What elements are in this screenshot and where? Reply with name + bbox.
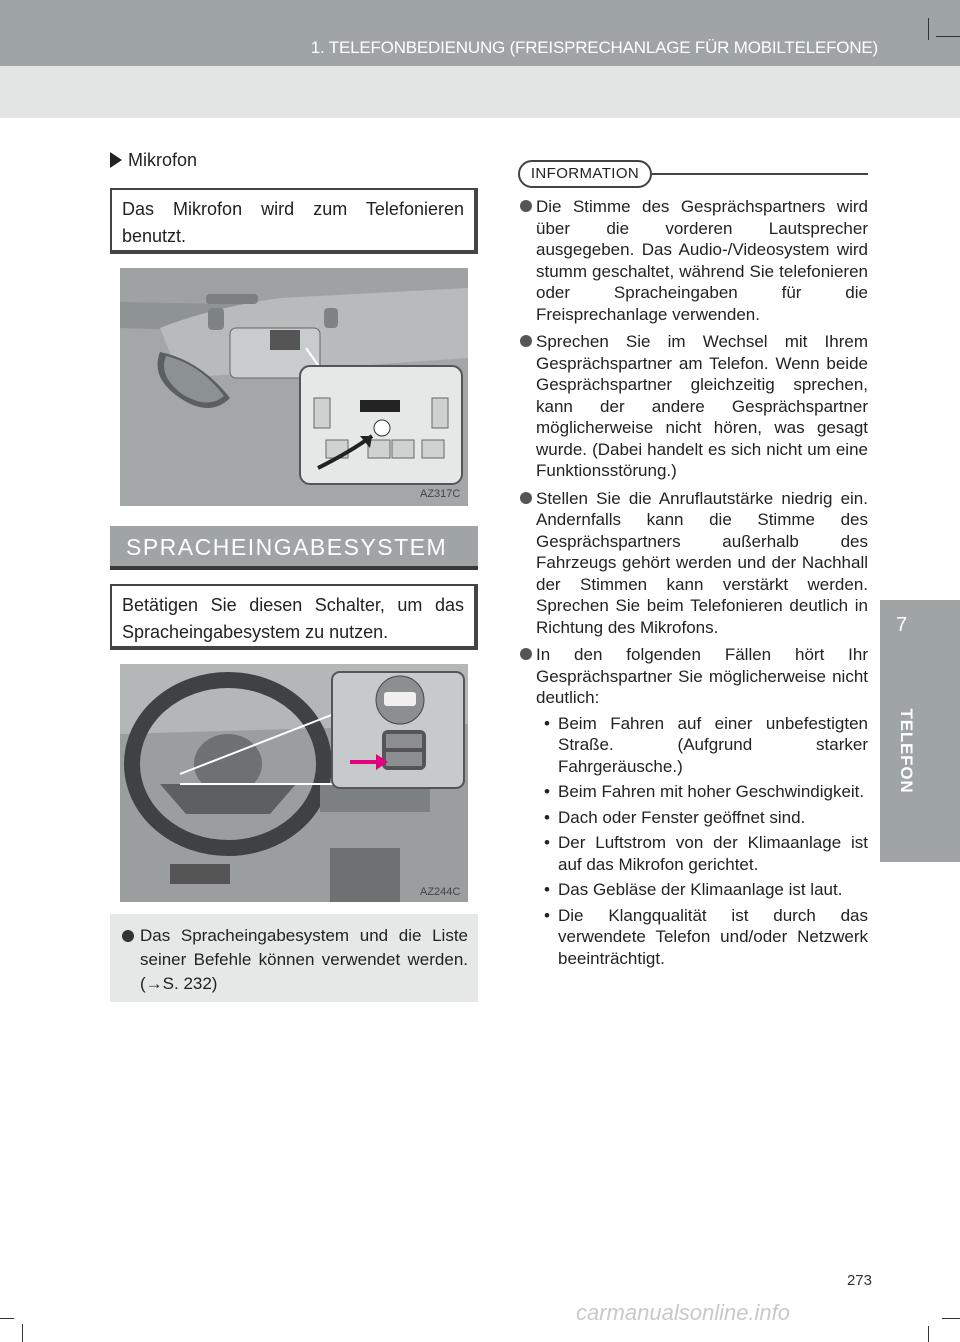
crop-mark — [942, 1318, 960, 1319]
info-divider — [652, 173, 868, 175]
sub-item: • Beim Fahren mit hoher Geschwindigkeit. — [544, 782, 865, 801]
bullet-dot-icon — [520, 648, 532, 660]
list-item — [518, 196, 868, 325]
sub-item-text: Dach oder Fenster geöffnet sind. — [558, 807, 806, 827]
sub-item: • Die Klangqualität ist durch das verwendete Telefon und/oder Netzwerk beeinträchtigt. — [544, 905, 868, 968]
bullet-dot-icon — [520, 200, 532, 212]
section-title-bar — [110, 526, 478, 570]
sub-item-text: Die Klangqualität ist durch das verwendete Telefon und/oder Netzwerk beeinträchtigt. — [558, 905, 868, 968]
watermark[interactable]: carmanualsonline.info — [576, 1300, 791, 1325]
note-text: Das Spracheingabesystem und die Liste seiner Befehle können verwendet werden. (→S. 232) — [140, 926, 468, 993]
sub-item-text: Das Gebläse der Klimaanlage ist laut. — [558, 880, 843, 899]
mikrofon-box: Das Mikrofon wird zum Telefonieren benutzt. — [110, 188, 478, 254]
chapter-label-wrap — [892, 676, 920, 826]
information-list — [518, 196, 868, 975]
header-band — [0, 66, 960, 118]
sub-item: • Das Gebläse der Klimaanlage ist laut. — [544, 880, 843, 899]
list-item-text: In den folgenden Fällen hört Ihr Gesprächspartner Sie möglicherweise nicht deutlich: — [536, 645, 868, 707]
sub-item-text: Der Luftstrom von der Klimaanlage ist auf das Mikrofon gerichtet. — [558, 833, 868, 874]
chapter-label: TELEFON — [897, 708, 916, 794]
crop-mark — [936, 36, 960, 37]
list-item-text: Stellen Sie die Anruflautstärke niedrig ein. Andernfalls kann die Stimme des Gesprächspartners außerhalb des Fahrzeugs gehört werden und der Nachhall der Stimmen kann verstärkt werden. Sprechen Sie beim Telefonieren deutlich in Richtung des Mikrofons. — [536, 488, 868, 637]
crop-mark — [22, 1324, 23, 1342]
bullet-dot-icon — [520, 335, 532, 347]
sub-item: • Beim Fahren auf einer unbefestigten Straße. (Aufgrund starker Fahrgeräusche.) — [544, 713, 868, 776]
switch-box: Betätigen Sie diesen Schalter, um das Spracheingabesystem zu nutzen. — [110, 584, 478, 650]
mikrofon-heading-text: Mikrofon — [128, 150, 198, 170]
sub-item-text: Beim Fahren mit hoher Geschwindigkeit. — [558, 782, 865, 801]
list-item-text: Die Stimme des Gesprächspartners wird über die vorderen Lautsprecher ausgegeben. Das Audio-/Videosystem wird stumm geschaltet, während Sie telefonieren oder Spracheingaben für die Freisprechanlage verwenden. — [536, 197, 868, 324]
list-item — [518, 488, 868, 639]
bullet-dot-icon — [122, 930, 134, 942]
steering-wheel-illustration — [120, 664, 468, 902]
image2-code: AZ244C — [420, 886, 461, 898]
list-item — [518, 331, 868, 482]
sub-item: • Der Luftstrom von der Klimaanlage ist auf das Mikrofon gerichtet. — [544, 833, 868, 874]
mikrofon-heading — [110, 150, 197, 171]
header-title: 1. TELEFONBEDIENUNG (FREISPRECHANLAGE FÜR MOBILTELEFONE) — [310, 38, 878, 57]
sub-item-text: Beim Fahren auf einer unbefestigten Straße. (Aufgrund starker Fahrgeräusche.) — [558, 713, 868, 776]
crop-mark — [928, 1326, 929, 1342]
note-box — [110, 914, 478, 1002]
microphone-illustration — [120, 268, 468, 506]
image1-code: AZ317C — [420, 488, 461, 500]
sub-item: • Dach oder Fenster geöffnet sind. — [544, 807, 806, 827]
crop-mark — [928, 18, 929, 40]
crop-mark — [0, 1318, 14, 1319]
page-number: 273 — [846, 1272, 872, 1289]
chapter-number: 7 — [896, 614, 908, 636]
section-title: SPRACHEINGABESYSTEM — [126, 534, 448, 560]
information-badge: INFORMATION — [518, 160, 652, 188]
bullet-dot-icon — [520, 492, 532, 504]
list-item — [518, 644, 868, 969]
triangle-bullet-icon — [110, 152, 122, 168]
list-item-text: Sprechen Sie im Wechsel mit Ihrem Gesprächspartner am Telefon. Wenn beide Gesprächspartner gleichzeitig sprechen, kann der andere Gesprächspartner möglicherweise nicht hören, was gesagt wurde. (Dabei handelt es sich nicht um eine Funktionsstörung.) — [536, 332, 868, 480]
